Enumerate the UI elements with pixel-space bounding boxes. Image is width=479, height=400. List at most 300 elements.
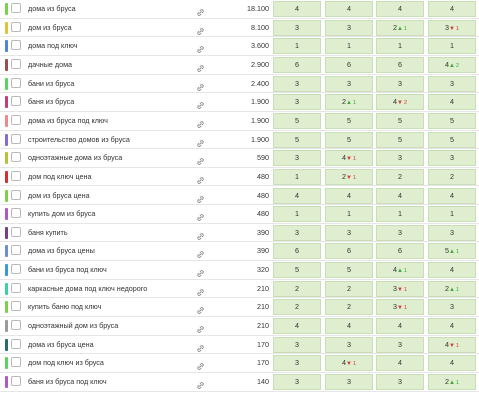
search-frequency: 590 (257, 153, 269, 163)
position-value: 3 (347, 227, 351, 237)
keyword-color-marker (5, 115, 8, 127)
position-cell (376, 169, 424, 185)
position-cell (273, 299, 321, 315)
position-value: 3 (450, 302, 454, 312)
link-icon[interactable] (196, 60, 205, 69)
position-change: 1 (352, 156, 356, 163)
search-frequency: 1.900 (251, 134, 269, 144)
position-cell (273, 281, 321, 297)
row-checkbox[interactable] (11, 190, 21, 200)
row-checkbox[interactable] (11, 134, 21, 144)
keyword-text: баня из бруса под ключ (28, 377, 107, 386)
position-value: 1 (347, 41, 351, 51)
position-value: 4 (398, 321, 402, 331)
position-value: 5 (347, 265, 351, 275)
position-value: 3 (398, 377, 402, 386)
position-value: 4 (450, 265, 454, 275)
position-cell (273, 355, 321, 371)
position-value: 6 (347, 59, 351, 69)
position-value: 4 (450, 97, 454, 107)
link-icon[interactable] (196, 302, 205, 311)
position-change: 1 (455, 249, 459, 256)
position-cell (273, 150, 321, 166)
position-cell (325, 206, 373, 222)
position-cell (273, 20, 321, 36)
position-value: 4 (398, 190, 402, 200)
table-row (0, 37, 479, 56)
link-icon[interactable] (196, 377, 205, 386)
arrow-up-icon: ▲ (448, 249, 455, 256)
link-icon[interactable] (196, 321, 205, 330)
position-cell (428, 281, 476, 297)
arrow-up-icon: ▲ (448, 380, 455, 386)
keyword-color-marker (5, 171, 8, 183)
keyword-color-marker (5, 357, 8, 369)
position-value: 6 (398, 246, 402, 256)
position-value: 4 (295, 190, 299, 200)
position-value: 6 (295, 59, 299, 69)
keyword-text: дачные дома (28, 59, 73, 69)
position-cell (325, 318, 373, 334)
search-frequency: 210 (257, 302, 269, 312)
keyword-color-marker (5, 190, 8, 202)
position-cell (273, 113, 321, 129)
position-cell (428, 113, 476, 129)
arrow-down-icon: ▼ (396, 286, 403, 293)
keyword-text: дома из бруса (28, 4, 76, 13)
position-value: 5 (444, 246, 449, 256)
position-change: 1 (403, 25, 407, 32)
position-value: 3 (347, 377, 351, 386)
position-cell (428, 57, 476, 73)
position-value: 6 (347, 246, 351, 256)
link-icon[interactable] (196, 79, 205, 88)
keyword-color-marker (5, 245, 8, 257)
position-cell (273, 243, 321, 259)
position-value: 3 (398, 339, 402, 349)
link-icon[interactable] (196, 191, 205, 200)
row-checkbox[interactable] (11, 357, 21, 367)
position-value: 4 (341, 153, 346, 163)
row-checkbox[interactable] (11, 78, 21, 88)
position-cell (273, 188, 321, 204)
position-cell (376, 20, 424, 36)
link-icon[interactable] (196, 358, 205, 367)
position-cell (376, 38, 424, 54)
position-change: 1 (455, 286, 459, 293)
keyword-text: дом под ключ из бруса (28, 358, 104, 368)
position-cell (428, 337, 476, 353)
position-value: 6 (295, 246, 299, 256)
position-cell (376, 57, 424, 73)
position-change: 1 (352, 100, 356, 107)
position-cell (325, 188, 373, 204)
position-value: 4 (444, 339, 449, 349)
position-value: 2 (341, 171, 346, 181)
position-value: 5 (295, 265, 299, 275)
link-icon[interactable] (196, 97, 205, 106)
position-value: 5 (347, 115, 351, 125)
position-value: 1 (295, 209, 299, 219)
table-row (0, 112, 479, 131)
position-value: 3 (295, 22, 299, 32)
position-value: 4 (398, 358, 402, 368)
position-change: 1 (455, 380, 459, 386)
position-cell (325, 299, 373, 315)
position-value: 2 (444, 377, 449, 386)
link-icon[interactable] (196, 4, 205, 13)
search-frequency: 140 (257, 377, 269, 386)
search-frequency: 1.900 (251, 115, 269, 125)
search-frequency: 170 (257, 358, 269, 368)
position-value: 2 (295, 302, 299, 312)
arrow-down-icon: ▼ (345, 361, 352, 368)
position-value: 2 (347, 283, 351, 293)
keyword-text: бани из бруса под ключ (28, 265, 107, 275)
keyword-color-marker (5, 227, 8, 239)
position-value: 4 (450, 358, 454, 368)
table-row (0, 56, 479, 75)
position-change: 1 (455, 342, 459, 349)
table-row (0, 224, 479, 243)
position-cell (428, 188, 476, 204)
position-value: 3 (450, 78, 454, 88)
position-cell (428, 318, 476, 334)
keyword-text: одноэтажный дом из бруса (28, 321, 119, 331)
keyword-text: одноэтажные дома из бруса (28, 153, 123, 163)
keyword-text: купить дом из бруса (28, 209, 96, 219)
position-value: 3 (392, 302, 397, 312)
position-cell (428, 94, 476, 110)
link-icon[interactable] (196, 135, 205, 144)
position-value: 4 (392, 265, 397, 275)
position-cell (325, 225, 373, 241)
position-cell (376, 299, 424, 315)
position-cell (273, 38, 321, 54)
link-icon[interactable] (196, 23, 205, 32)
position-cell (273, 132, 321, 148)
position-value: 4 (295, 321, 299, 331)
position-value: 1 (398, 209, 402, 219)
position-cell (428, 76, 476, 92)
position-value: 2 (341, 97, 346, 107)
position-cell (325, 355, 373, 371)
position-cell (428, 225, 476, 241)
position-value: 5 (450, 134, 454, 144)
keyword-text: каркасные дома под ключ недорого (28, 283, 148, 293)
position-value: 1 (398, 41, 402, 51)
keyword-color-marker (5, 134, 8, 146)
position-cell (325, 132, 373, 148)
link-icon[interactable] (196, 246, 205, 255)
position-value: 3 (398, 153, 402, 163)
position-cell (325, 337, 373, 353)
position-cell (376, 150, 424, 166)
position-cell (273, 206, 321, 222)
position-value: 3 (295, 78, 299, 88)
keyword-color-marker (5, 96, 8, 108)
position-value: 3 (347, 339, 351, 349)
position-cell (273, 169, 321, 185)
position-value: 5 (450, 115, 454, 125)
position-cell (376, 188, 424, 204)
position-value: 3 (295, 227, 299, 237)
position-cell (376, 318, 424, 334)
table-row (0, 131, 479, 150)
position-cell (325, 262, 373, 278)
row-checkbox[interactable] (11, 264, 21, 274)
search-frequency: 2.900 (251, 59, 269, 69)
keyword-color-marker (5, 78, 8, 90)
table-row (0, 0, 479, 19)
position-value: 5 (295, 134, 299, 144)
search-frequency: 390 (257, 227, 269, 237)
position-change: 1 (403, 268, 407, 275)
arrow-down-icon: ▼ (448, 342, 455, 349)
search-frequency: 170 (257, 339, 269, 349)
position-cell (273, 318, 321, 334)
position-value: 2 (392, 22, 397, 32)
table-row (0, 261, 479, 280)
arrow-up-icon: ▲ (345, 100, 352, 107)
table-row (0, 336, 479, 355)
link-icon[interactable] (196, 153, 205, 162)
position-cell (325, 169, 373, 185)
position-cell (325, 76, 373, 92)
keyword-text: бани из бруса (28, 78, 75, 88)
position-value: 2 (347, 302, 351, 312)
position-value: 3 (295, 97, 299, 107)
keyword-color-marker (5, 301, 8, 313)
table-row (0, 187, 479, 206)
row-checkbox[interactable] (11, 40, 21, 50)
keyword-text: баня купить (28, 227, 68, 237)
position-cell (325, 94, 373, 110)
position-value: 4 (347, 4, 351, 13)
table-row (0, 19, 479, 38)
keyword-text: строительство домов из бруса (28, 134, 130, 144)
position-change: 2 (455, 62, 459, 69)
position-cell (273, 57, 321, 73)
position-cell (325, 38, 373, 54)
position-value: 4 (444, 59, 449, 69)
link-icon[interactable] (196, 340, 205, 349)
position-cell (325, 113, 373, 129)
position-value: 4 (295, 4, 299, 13)
keyword-color-marker (5, 152, 8, 164)
row-checkbox[interactable] (11, 208, 21, 218)
row-checkbox[interactable] (11, 227, 21, 237)
arrow-up-icon: ▲ (396, 25, 403, 32)
link-icon[interactable] (196, 228, 205, 237)
position-cell (428, 169, 476, 185)
position-cell (376, 262, 424, 278)
position-cell (428, 38, 476, 54)
position-value: 2 (444, 283, 449, 293)
position-value: 1 (450, 209, 454, 219)
row-checkbox[interactable] (11, 59, 21, 69)
position-change: 2 (403, 100, 407, 107)
row-checkbox[interactable] (11, 96, 21, 106)
row-checkbox[interactable] (11, 152, 21, 162)
row-checkbox[interactable] (11, 283, 21, 293)
keyword-text: дома из бруса цена (28, 339, 94, 349)
arrow-down-icon: ▼ (345, 156, 352, 163)
position-cell (273, 374, 321, 390)
keyword-color-marker (5, 22, 8, 34)
arrow-down-icon: ▼ (396, 305, 403, 312)
link-icon[interactable] (196, 41, 205, 50)
search-frequency: 8.100 (251, 22, 269, 32)
position-cell (325, 243, 373, 259)
position-value: 5 (295, 115, 299, 125)
keyword-text: дома из бруса цены (28, 246, 95, 256)
position-cell (325, 1, 373, 17)
keyword-color-marker (5, 283, 8, 295)
position-cell (325, 150, 373, 166)
search-frequency: 2.400 (251, 78, 269, 88)
keyword-color-marker (5, 264, 8, 276)
position-value: 4 (347, 321, 351, 331)
table-row (0, 280, 479, 299)
position-value: 3 (347, 22, 351, 32)
row-checkbox[interactable] (11, 3, 21, 13)
keyword-color-marker (5, 339, 8, 351)
position-change: 1 (403, 305, 407, 312)
position-value: 1 (450, 41, 454, 51)
row-checkbox[interactable] (11, 171, 21, 181)
keyword-color-marker (5, 320, 8, 332)
position-value: 3 (444, 22, 449, 32)
position-cell (428, 150, 476, 166)
row-checkbox[interactable] (11, 115, 21, 125)
keyword-color-marker (5, 376, 8, 388)
search-frequency: 480 (257, 171, 269, 181)
position-cell (273, 76, 321, 92)
search-frequency: 18.100 (247, 4, 269, 13)
position-value: 2 (450, 171, 454, 181)
row-checkbox[interactable] (11, 320, 21, 330)
table-row (0, 168, 479, 187)
position-value: 4 (450, 190, 454, 200)
position-value: 3 (295, 339, 299, 349)
position-cell (428, 374, 476, 390)
position-value: 3 (398, 78, 402, 88)
row-checkbox[interactable] (11, 245, 21, 255)
search-frequency: 390 (257, 246, 269, 256)
keyword-text: дом из бруса (28, 22, 72, 32)
position-cell (325, 20, 373, 36)
arrow-down-icon: ▼ (396, 100, 403, 107)
search-frequency: 210 (257, 321, 269, 331)
position-cell (273, 337, 321, 353)
position-change: 1 (352, 174, 356, 181)
link-icon[interactable] (196, 172, 205, 181)
position-value: 2 (398, 171, 402, 181)
search-frequency: 3.600 (251, 41, 269, 51)
search-frequency: 1.900 (251, 97, 269, 107)
position-change: 1 (455, 25, 459, 32)
position-cell (376, 355, 424, 371)
keyword-text: баня из бруса (28, 97, 75, 107)
keyword-text: купить баню под ключ (28, 302, 102, 312)
table-row (0, 205, 479, 224)
position-cell (376, 113, 424, 129)
position-value: 3 (295, 358, 299, 368)
search-frequency: 480 (257, 209, 269, 219)
position-value: 4 (341, 358, 346, 368)
keyword-text: дома под ключ (28, 41, 78, 51)
position-cell (273, 262, 321, 278)
position-value: 1 (347, 209, 351, 219)
position-value: 3 (347, 78, 351, 88)
position-value: 3 (295, 377, 299, 386)
position-cell (428, 132, 476, 148)
table-row (0, 242, 479, 261)
row-checkbox[interactable] (11, 339, 21, 349)
position-cell (376, 337, 424, 353)
row-checkbox[interactable] (11, 376, 21, 386)
position-cell (376, 243, 424, 259)
position-value: 5 (398, 115, 402, 125)
arrow-up-icon: ▲ (448, 62, 455, 69)
position-cell (428, 299, 476, 315)
position-value: 5 (398, 134, 402, 144)
position-value: 4 (450, 321, 454, 331)
arrow-down-icon: ▼ (345, 174, 352, 181)
position-cell (325, 57, 373, 73)
search-frequency: 480 (257, 190, 269, 200)
search-frequency: 320 (257, 265, 269, 275)
position-cell (325, 281, 373, 297)
link-icon[interactable] (196, 265, 205, 274)
position-value: 5 (347, 134, 351, 144)
position-cell (428, 1, 476, 17)
position-cell (376, 225, 424, 241)
position-cell (376, 76, 424, 92)
position-cell (428, 243, 476, 259)
position-cell (428, 206, 476, 222)
position-cell (428, 262, 476, 278)
keyword-text: дом из бруса цена (28, 190, 90, 200)
link-icon[interactable] (196, 116, 205, 125)
position-cell (428, 20, 476, 36)
row-checkbox[interactable] (11, 22, 21, 32)
arrow-down-icon: ▼ (448, 25, 455, 32)
row-checkbox[interactable] (11, 301, 21, 311)
position-cell (273, 225, 321, 241)
table-row (0, 149, 479, 168)
keyword-text: дом под ключ цена (28, 171, 92, 181)
table-row (0, 354, 479, 373)
table-row (0, 298, 479, 317)
keyword-color-marker (5, 40, 8, 52)
position-cell (273, 1, 321, 17)
position-change: 1 (352, 361, 356, 368)
link-icon[interactable] (196, 209, 205, 218)
link-icon[interactable] (196, 284, 205, 293)
keyword-color-marker (5, 59, 8, 71)
position-cell (376, 281, 424, 297)
position-cell (325, 374, 373, 390)
position-value: 3 (450, 227, 454, 237)
position-value: 3 (398, 227, 402, 237)
position-cell (376, 206, 424, 222)
position-value: 6 (398, 59, 402, 69)
position-cell (376, 374, 424, 390)
position-value: 1 (295, 41, 299, 51)
position-value: 2 (295, 283, 299, 293)
